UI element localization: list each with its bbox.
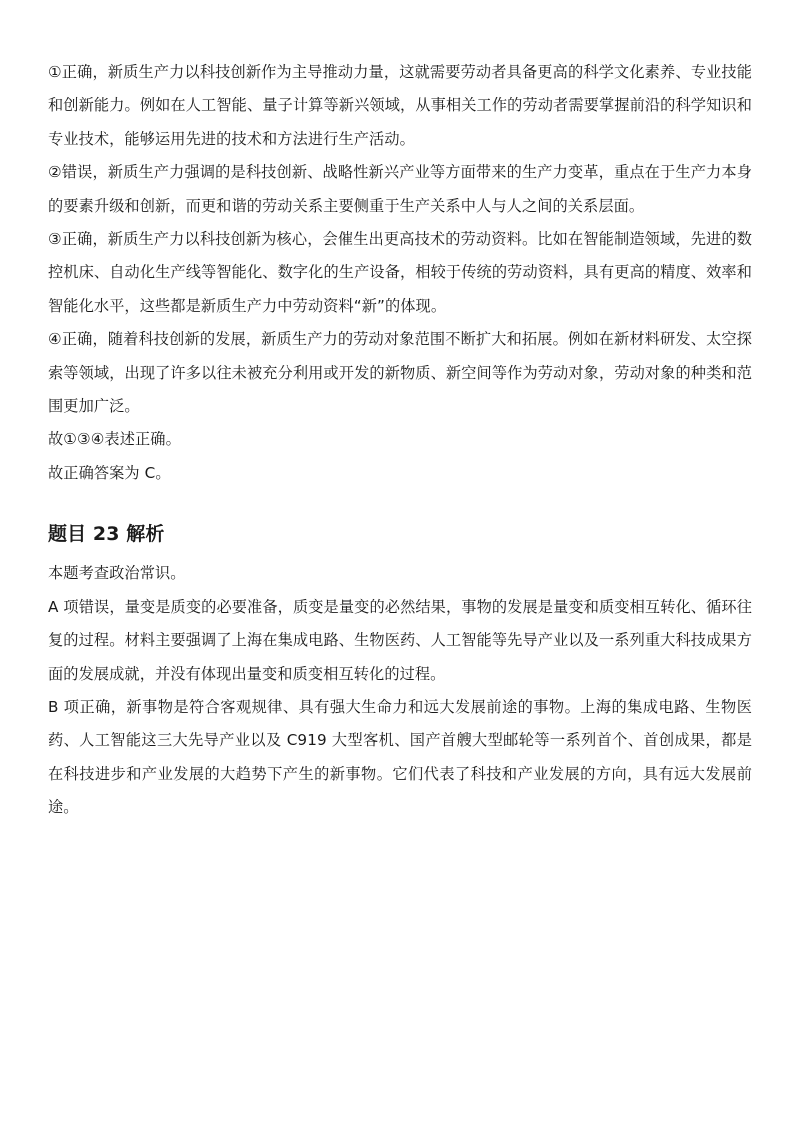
paragraph-conclusion: 故①③④表述正确。	[48, 430, 181, 449]
paragraph-option-3: ③正确，新质生产力以科技创新为核心，会催生出更高技术的劳动资料。比如在智能制造领域，先进的数控机床、自动化生产线等智能化、数字化的生产设备，相较于传统的劳动资料，具有更高的精度、效率和智能化水平，这些都是新质生产力中劳动资料“新”的体现。	[48, 230, 752, 315]
section-heading: 题目 23 解析	[48, 523, 165, 546]
document-page	[48, 56, 752, 825]
paragraph-option-2: ②错误，新质生产力强调的是科技创新、战略性新兴产业等方面带来的生产力变革，重点在于生产力本身的要素升级和创新，而更和谐的劳动关系主要侧重于生产关系中人与人之间的关系层面。	[48, 163, 752, 215]
paragraph-answer: 故正确答案为 C。	[48, 463, 171, 482]
paragraph-option-b: B 项正确，新事物是符合客观规律、具有强大生命力和远大发展前途的事物。上海的集成电路、生物医药、人工智能这三大先导产业以及 C919 大型客机、国产首艘大型邮轮等一系列首个、首创成果，都是在科技进步和产业发展的大趋势下产生的新事物。它们代表了科技和产业发展的方向，具有远大发展前途。	[48, 697, 752, 817]
paragraph-option-4: ④正确，随着科技创新的发展，新质生产力的劳动对象范围不断扩大和拓展。例如在新材料研发、太空探索等领域，出现了许多以往未被充分利用或开发的新物质、新空间等作为劳动对象，劳动对象的种类和范围更加广泛。	[48, 330, 752, 416]
paragraph-option-a: A 项错误，量变是质变的必要准备，质变是量变的必然结果，事物的发展是量变和质变相互转化、循环往复的过程。材料主要强调了上海在集成电路、生物医药、人工智能等先导产业以及一系列重大科技成果方面的发展成就，并没有体现出量变和质变相互转化的过程。	[48, 597, 752, 683]
paragraph-option-1: ①正确，新质生产力以科技创新作为主导推动力量，这就需要劳动者具备更高的科学文化素养、专业技能和创新能力。例如在人工智能、量子计算等新兴领域，从事相关工作的劳动者需要掌握前沿的科学知识和专业技术，能够运用先进的技术和方法进行生产活动。	[48, 63, 752, 148]
paragraph-topic: 本题考查政治常识。	[48, 564, 186, 583]
